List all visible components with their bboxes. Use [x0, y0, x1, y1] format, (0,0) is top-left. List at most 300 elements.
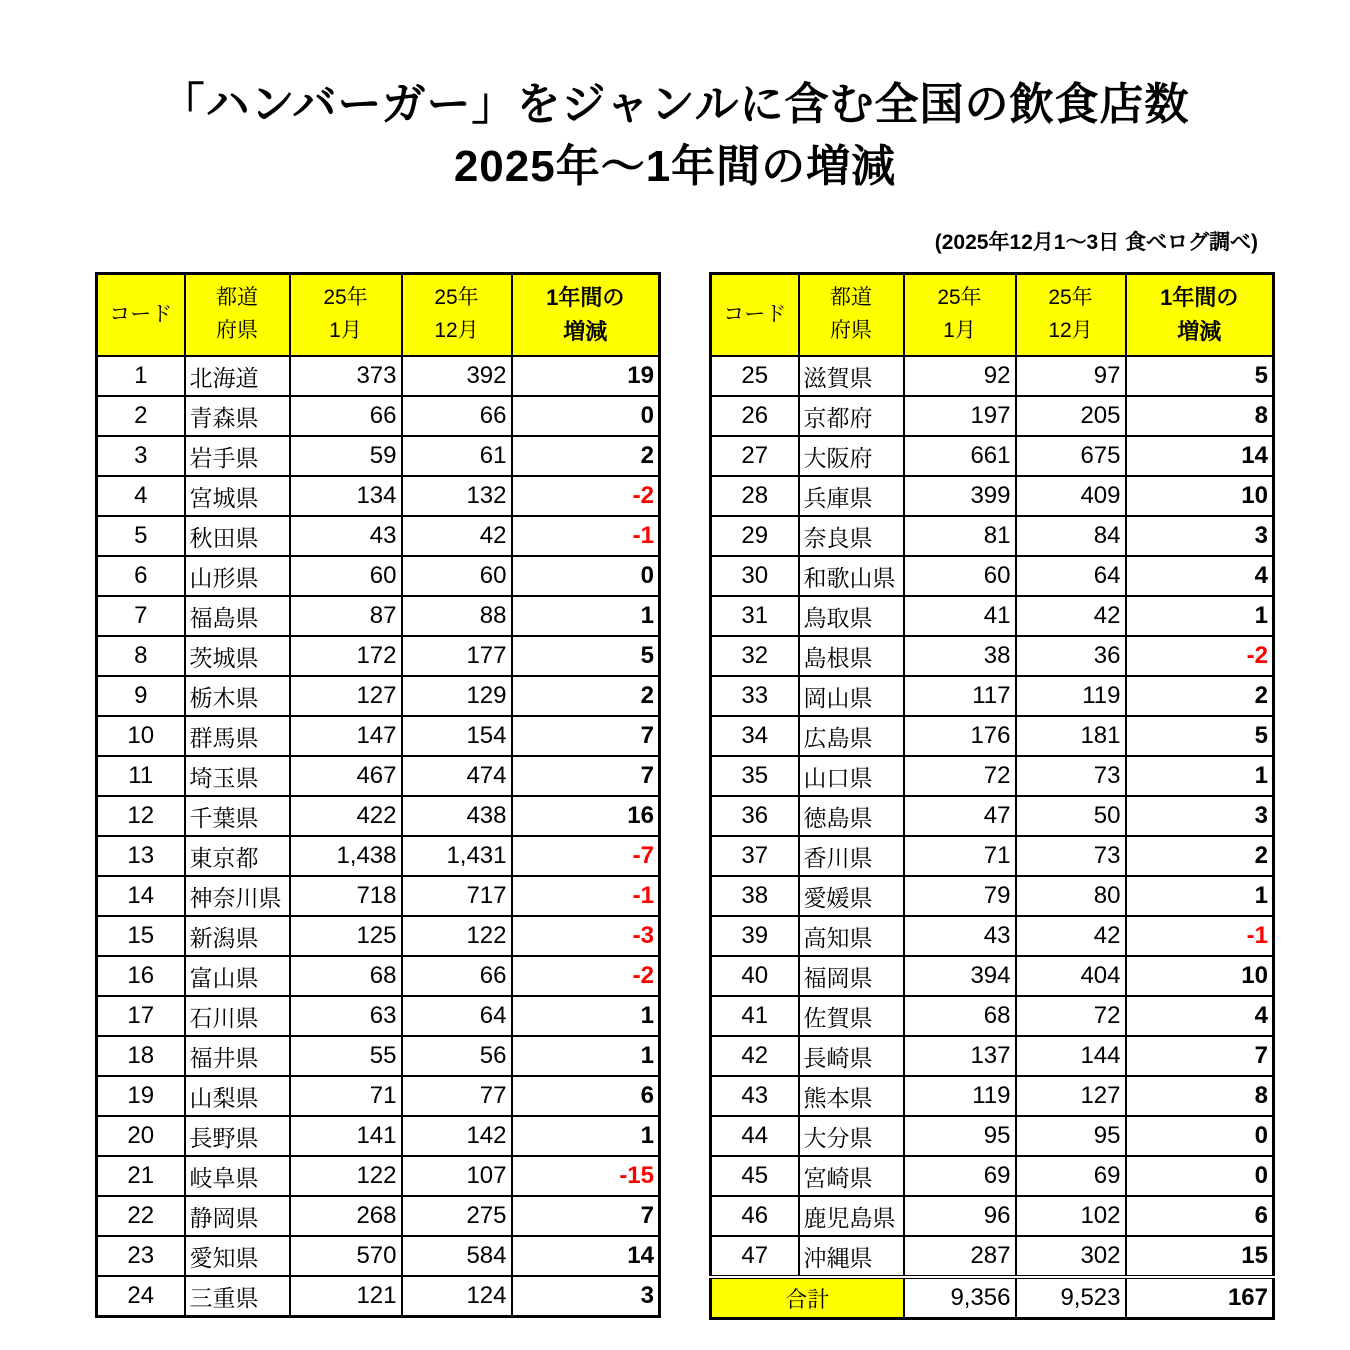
jan-count-cell: 176: [904, 716, 1016, 756]
change-cell: 6: [1126, 1196, 1274, 1236]
code-cell: 4: [97, 476, 185, 516]
jan-count-cell: 92: [904, 356, 1016, 396]
jan-count-cell: 60: [904, 556, 1016, 596]
code-cell: 11: [97, 756, 185, 796]
code-cell: 3: [97, 436, 185, 476]
header-dec: 25年 12月: [1016, 274, 1126, 357]
code-cell: 13: [97, 836, 185, 876]
total-row: [711, 1277, 1274, 1319]
code-cell: 30: [711, 556, 799, 596]
prefecture-cell: 福井県: [185, 1036, 290, 1076]
code-cell: 46: [711, 1196, 799, 1236]
prefecture-cell: 高知県: [799, 916, 904, 956]
dec-count-cell: 73: [1016, 836, 1126, 876]
change-cell: 16: [512, 796, 660, 836]
jan-count-cell: 55: [290, 1036, 402, 1076]
table-row: [97, 596, 660, 636]
jan-count-cell: 43: [904, 916, 1016, 956]
dec-count-cell: 142: [402, 1116, 512, 1156]
dec-count-cell: 42: [402, 516, 512, 556]
header-change: 1年間の 増減: [512, 274, 660, 357]
code-cell: 27: [711, 436, 799, 476]
change-cell: 2: [512, 676, 660, 716]
change-cell: 10: [1126, 956, 1274, 996]
table-row: [97, 1196, 660, 1236]
code-cell: 31: [711, 596, 799, 636]
tables-container: [95, 272, 1275, 1320]
dec-count-cell: 132: [402, 476, 512, 516]
prefecture-cell: 岩手県: [185, 436, 290, 476]
prefecture-cell: 神奈川県: [185, 876, 290, 916]
prefecture-cell: 徳島県: [799, 796, 904, 836]
change-cell: 2: [512, 436, 660, 476]
jan-count-cell: 71: [290, 1076, 402, 1116]
table-row: [711, 436, 1274, 476]
change-cell: 5: [1126, 356, 1274, 396]
code-cell: 20: [97, 1116, 185, 1156]
change-cell: 8: [1126, 396, 1274, 436]
table-row: [97, 636, 660, 676]
change-cell: 1: [1126, 876, 1274, 916]
dec-count-cell: 181: [1016, 716, 1126, 756]
code-cell: 36: [711, 796, 799, 836]
dec-count-cell: 205: [1016, 396, 1126, 436]
prefecture-cell: 静岡県: [185, 1196, 290, 1236]
dec-count-cell: 66: [402, 956, 512, 996]
dec-count-cell: 97: [1016, 356, 1126, 396]
prefecture-cell: 栃木県: [185, 676, 290, 716]
code-cell: 9: [97, 676, 185, 716]
change-cell: -1: [1126, 916, 1274, 956]
code-cell: 41: [711, 996, 799, 1036]
prefecture-cell: 福岡県: [799, 956, 904, 996]
table-row: [711, 836, 1274, 876]
dec-count-cell: 124: [402, 1276, 512, 1317]
jan-count-cell: 394: [904, 956, 1016, 996]
prefecture-cell: 鳥取県: [799, 596, 904, 636]
dec-count-cell: 36: [1016, 636, 1126, 676]
header-jan: 25年 1月: [904, 274, 1016, 357]
jan-count-cell: 38: [904, 636, 1016, 676]
table-row: [711, 636, 1274, 676]
change-cell: 19: [512, 356, 660, 396]
code-cell: 35: [711, 756, 799, 796]
prefecture-cell: 大阪府: [799, 436, 904, 476]
header-dec: 25年 12月: [402, 274, 512, 357]
table-row: [711, 396, 1274, 436]
dec-count-cell: 154: [402, 716, 512, 756]
prefecture-cell: 山梨県: [185, 1076, 290, 1116]
prefecture-cell: 茨城県: [185, 636, 290, 676]
change-cell: 3: [1126, 516, 1274, 556]
dec-count-cell: 177: [402, 636, 512, 676]
code-cell: 18: [97, 1036, 185, 1076]
code-cell: 10: [97, 716, 185, 756]
dec-count-cell: 64: [1016, 556, 1126, 596]
header-code: コード: [97, 274, 185, 357]
table-row: [97, 1116, 660, 1156]
header-change: 1年間の 増減: [1126, 274, 1274, 357]
table-row: [97, 876, 660, 916]
jan-count-cell: 141: [290, 1116, 402, 1156]
table-row: [711, 956, 1274, 996]
code-cell: 47: [711, 1236, 799, 1277]
source-note: (2025年12月1〜3日 食べログ調べ): [934, 231, 1258, 254]
table-row: [711, 996, 1274, 1036]
jan-count-cell: 172: [290, 636, 402, 676]
jan-count-cell: 127: [290, 676, 402, 716]
table-row: [97, 996, 660, 1036]
jan-count-cell: 66: [290, 396, 402, 436]
header-prefecture: 都道 府県: [799, 274, 904, 357]
code-cell: 32: [711, 636, 799, 676]
page-title-line1: 「ハンバーガー」をジャンルに含む全国の飲食店数: [160, 80, 1190, 129]
change-cell: 4: [1126, 556, 1274, 596]
code-cell: 28: [711, 476, 799, 516]
table-row: [711, 1156, 1274, 1196]
code-cell: 45: [711, 1156, 799, 1196]
header-row: [711, 274, 1274, 357]
table-row: [97, 716, 660, 756]
change-cell: -3: [512, 916, 660, 956]
dec-count-cell: 42: [1016, 596, 1126, 636]
prefecture-cell: 北海道: [185, 356, 290, 396]
prefecture-cell: 石川県: [185, 996, 290, 1036]
change-cell: -1: [512, 516, 660, 556]
jan-count-cell: 81: [904, 516, 1016, 556]
dec-count-cell: 107: [402, 1156, 512, 1196]
change-cell: 1: [512, 596, 660, 636]
code-cell: 40: [711, 956, 799, 996]
dec-count-cell: 119: [1016, 676, 1126, 716]
change-cell: 7: [512, 716, 660, 756]
header-row: [97, 274, 660, 357]
code-cell: 37: [711, 836, 799, 876]
table-row: [711, 796, 1274, 836]
table-row: [97, 1236, 660, 1276]
jan-count-cell: 59: [290, 436, 402, 476]
table-row: [711, 876, 1274, 916]
prefecture-cell: 東京都: [185, 836, 290, 876]
jan-count-cell: 399: [904, 476, 1016, 516]
code-cell: 42: [711, 1036, 799, 1076]
jan-count-cell: 197: [904, 396, 1016, 436]
table-row: [97, 1036, 660, 1076]
table-row: [97, 796, 660, 836]
jan-count-cell: 422: [290, 796, 402, 836]
change-cell: 0: [1126, 1156, 1274, 1196]
table-row: [97, 396, 660, 436]
code-cell: 39: [711, 916, 799, 956]
code-cell: 23: [97, 1236, 185, 1276]
jan-count-cell: 125: [290, 916, 402, 956]
total-dec-cell: 9,523: [1016, 1277, 1126, 1319]
change-cell: -15: [512, 1156, 660, 1196]
table-row: [97, 1156, 660, 1196]
table-row: [97, 356, 660, 396]
dec-count-cell: 1,431: [402, 836, 512, 876]
table-row: [711, 356, 1274, 396]
total-jan-cell: 9,356: [904, 1277, 1016, 1319]
table-row: [711, 1236, 1274, 1277]
code-cell: 17: [97, 996, 185, 1036]
table-row: [711, 476, 1274, 516]
dec-count-cell: 95: [1016, 1116, 1126, 1156]
code-cell: 2: [97, 396, 185, 436]
code-cell: 21: [97, 1156, 185, 1196]
prefecture-cell: 山形県: [185, 556, 290, 596]
jan-count-cell: 137: [904, 1036, 1016, 1076]
prefecture-cell: 奈良県: [799, 516, 904, 556]
prefecture-cell: 熊本県: [799, 1076, 904, 1116]
table-row: [97, 916, 660, 956]
jan-count-cell: 117: [904, 676, 1016, 716]
header-code: コード: [711, 274, 799, 357]
jan-count-cell: 60: [290, 556, 402, 596]
code-cell: 12: [97, 796, 185, 836]
jan-count-cell: 121: [290, 1276, 402, 1317]
change-cell: 8: [1126, 1076, 1274, 1116]
dec-count-cell: 56: [402, 1036, 512, 1076]
jan-count-cell: 87: [290, 596, 402, 636]
change-cell: 6: [512, 1076, 660, 1116]
dec-count-cell: 72: [1016, 996, 1126, 1036]
jan-count-cell: 287: [904, 1236, 1016, 1277]
dec-count-cell: 404: [1016, 956, 1126, 996]
prefecture-cell: 愛知県: [185, 1236, 290, 1276]
dec-count-cell: 438: [402, 796, 512, 836]
jan-count-cell: 68: [904, 996, 1016, 1036]
dec-count-cell: 73: [1016, 756, 1126, 796]
prefecture-cell: 宮崎県: [799, 1156, 904, 1196]
prefecture-cell: 福島県: [185, 596, 290, 636]
change-cell: 1: [1126, 596, 1274, 636]
dec-count-cell: 144: [1016, 1036, 1126, 1076]
prefecture-cell: 島根県: [799, 636, 904, 676]
total-label: 合計: [711, 1277, 904, 1319]
prefecture-cell: 京都府: [799, 396, 904, 436]
prefecture-cell: 鹿児島県: [799, 1196, 904, 1236]
table-row: [97, 1076, 660, 1116]
jan-count-cell: 47: [904, 796, 1016, 836]
change-cell: 3: [512, 1276, 660, 1317]
dec-count-cell: 77: [402, 1076, 512, 1116]
table-row: [97, 436, 660, 476]
table-row: [97, 836, 660, 876]
jan-count-cell: 147: [290, 716, 402, 756]
code-cell: 43: [711, 1076, 799, 1116]
prefecture-cell: 埼玉県: [185, 756, 290, 796]
jan-count-cell: 570: [290, 1236, 402, 1276]
jan-count-cell: 68: [290, 956, 402, 996]
dec-count-cell: 66: [402, 396, 512, 436]
dec-count-cell: 64: [402, 996, 512, 1036]
dec-count-cell: 129: [402, 676, 512, 716]
prefecture-cell: 新潟県: [185, 916, 290, 956]
jan-count-cell: 373: [290, 356, 402, 396]
prefecture-cell: 岡山県: [799, 676, 904, 716]
jan-count-cell: 72: [904, 756, 1016, 796]
change-cell: 14: [512, 1236, 660, 1276]
code-cell: 7: [97, 596, 185, 636]
table-row: [97, 556, 660, 596]
jan-count-cell: 134: [290, 476, 402, 516]
jan-count-cell: 268: [290, 1196, 402, 1236]
change-cell: -2: [1126, 636, 1274, 676]
table-row: [97, 1276, 660, 1317]
change-cell: -1: [512, 876, 660, 916]
jan-count-cell: 95: [904, 1116, 1016, 1156]
table-row: [711, 756, 1274, 796]
jan-count-cell: 41: [904, 596, 1016, 636]
change-cell: 7: [512, 1196, 660, 1236]
prefecture-cell: 大分県: [799, 1116, 904, 1156]
code-cell: 25: [711, 356, 799, 396]
change-cell: 1: [512, 1116, 660, 1156]
header-jan: 25年 1月: [290, 274, 402, 357]
code-cell: 15: [97, 916, 185, 956]
code-cell: 44: [711, 1116, 799, 1156]
header-prefecture: 都道 府県: [185, 274, 290, 357]
table-row: [711, 1076, 1274, 1116]
prefecture-cell: 三重県: [185, 1276, 290, 1317]
dec-count-cell: 302: [1016, 1236, 1126, 1277]
table-row: [97, 476, 660, 516]
prefecture-cell: 兵庫県: [799, 476, 904, 516]
code-cell: 8: [97, 636, 185, 676]
table-row: [97, 756, 660, 796]
change-cell: 1: [512, 1036, 660, 1076]
jan-count-cell: 79: [904, 876, 1016, 916]
prefecture-cell: 佐賀県: [799, 996, 904, 1036]
jan-count-cell: 69: [904, 1156, 1016, 1196]
dec-count-cell: 392: [402, 356, 512, 396]
change-cell: 3: [1126, 796, 1274, 836]
dec-count-cell: 409: [1016, 476, 1126, 516]
dec-count-cell: 717: [402, 876, 512, 916]
change-cell: -2: [512, 956, 660, 996]
prefecture-cell: 沖縄県: [799, 1236, 904, 1277]
total-change-cell: 167: [1126, 1277, 1274, 1319]
prefecture-cell: 岐阜県: [185, 1156, 290, 1196]
prefecture-cell: 愛媛県: [799, 876, 904, 916]
prefecture-table-left: [95, 272, 661, 1318]
change-cell: 14: [1126, 436, 1274, 476]
table-row: [711, 716, 1274, 756]
jan-count-cell: 1,438: [290, 836, 402, 876]
dec-count-cell: 122: [402, 916, 512, 956]
dec-count-cell: 88: [402, 596, 512, 636]
page-title-line2: 2025年〜1年間の増減: [453, 142, 897, 192]
code-cell: 26: [711, 396, 799, 436]
change-cell: 2: [1126, 836, 1274, 876]
code-cell: 38: [711, 876, 799, 916]
page-title: [0, 74, 1350, 199]
table-row: [711, 516, 1274, 556]
change-cell: -7: [512, 836, 660, 876]
table-row: [97, 956, 660, 996]
code-cell: 1: [97, 356, 185, 396]
table-row: [97, 516, 660, 556]
code-cell: 24: [97, 1276, 185, 1317]
jan-count-cell: 43: [290, 516, 402, 556]
change-cell: 1: [512, 996, 660, 1036]
dec-count-cell: 42: [1016, 916, 1126, 956]
change-cell: 0: [1126, 1116, 1274, 1156]
prefecture-cell: 秋田県: [185, 516, 290, 556]
table-row: [711, 676, 1274, 716]
dec-count-cell: 675: [1016, 436, 1126, 476]
dec-count-cell: 127: [1016, 1076, 1126, 1116]
change-cell: 7: [512, 756, 660, 796]
dec-count-cell: 60: [402, 556, 512, 596]
change-cell: 2: [1126, 676, 1274, 716]
table-row: [711, 1036, 1274, 1076]
jan-count-cell: 718: [290, 876, 402, 916]
prefecture-cell: 宮城県: [185, 476, 290, 516]
jan-count-cell: 71: [904, 836, 1016, 876]
jan-count-cell: 467: [290, 756, 402, 796]
change-cell: 1: [1126, 756, 1274, 796]
dec-count-cell: 80: [1016, 876, 1126, 916]
change-cell: -2: [512, 476, 660, 516]
table-row: [711, 1196, 1274, 1236]
prefecture-cell: 山口県: [799, 756, 904, 796]
jan-count-cell: 119: [904, 1076, 1016, 1116]
prefecture-cell: 長野県: [185, 1116, 290, 1156]
prefecture-cell: 香川県: [799, 836, 904, 876]
dec-count-cell: 275: [402, 1196, 512, 1236]
prefecture-cell: 和歌山県: [799, 556, 904, 596]
change-cell: 15: [1126, 1236, 1274, 1277]
dec-count-cell: 102: [1016, 1196, 1126, 1236]
code-cell: 16: [97, 956, 185, 996]
prefecture-cell: 広島県: [799, 716, 904, 756]
code-cell: 34: [711, 716, 799, 756]
change-cell: 4: [1126, 996, 1274, 1036]
code-cell: 19: [97, 1076, 185, 1116]
table-row: [711, 1116, 1274, 1156]
code-cell: 5: [97, 516, 185, 556]
code-cell: 14: [97, 876, 185, 916]
table-row: [711, 916, 1274, 956]
prefecture-cell: 長崎県: [799, 1036, 904, 1076]
change-cell: 10: [1126, 476, 1274, 516]
change-cell: 5: [1126, 716, 1274, 756]
code-cell: 6: [97, 556, 185, 596]
prefecture-cell: 青森県: [185, 396, 290, 436]
prefecture-cell: 滋賀県: [799, 356, 904, 396]
dec-count-cell: 61: [402, 436, 512, 476]
prefecture-table-right: [709, 272, 1275, 1320]
table-row: [711, 556, 1274, 596]
table-row: [711, 596, 1274, 636]
dec-count-cell: 584: [402, 1236, 512, 1276]
jan-count-cell: 661: [904, 436, 1016, 476]
change-cell: 5: [512, 636, 660, 676]
code-cell: 33: [711, 676, 799, 716]
jan-count-cell: 63: [290, 996, 402, 1036]
table-row: [97, 676, 660, 716]
code-cell: 29: [711, 516, 799, 556]
prefecture-cell: 群馬県: [185, 716, 290, 756]
prefecture-cell: 千葉県: [185, 796, 290, 836]
dec-count-cell: 50: [1016, 796, 1126, 836]
code-cell: 22: [97, 1196, 185, 1236]
jan-count-cell: 96: [904, 1196, 1016, 1236]
dec-count-cell: 474: [402, 756, 512, 796]
change-cell: 0: [512, 556, 660, 596]
